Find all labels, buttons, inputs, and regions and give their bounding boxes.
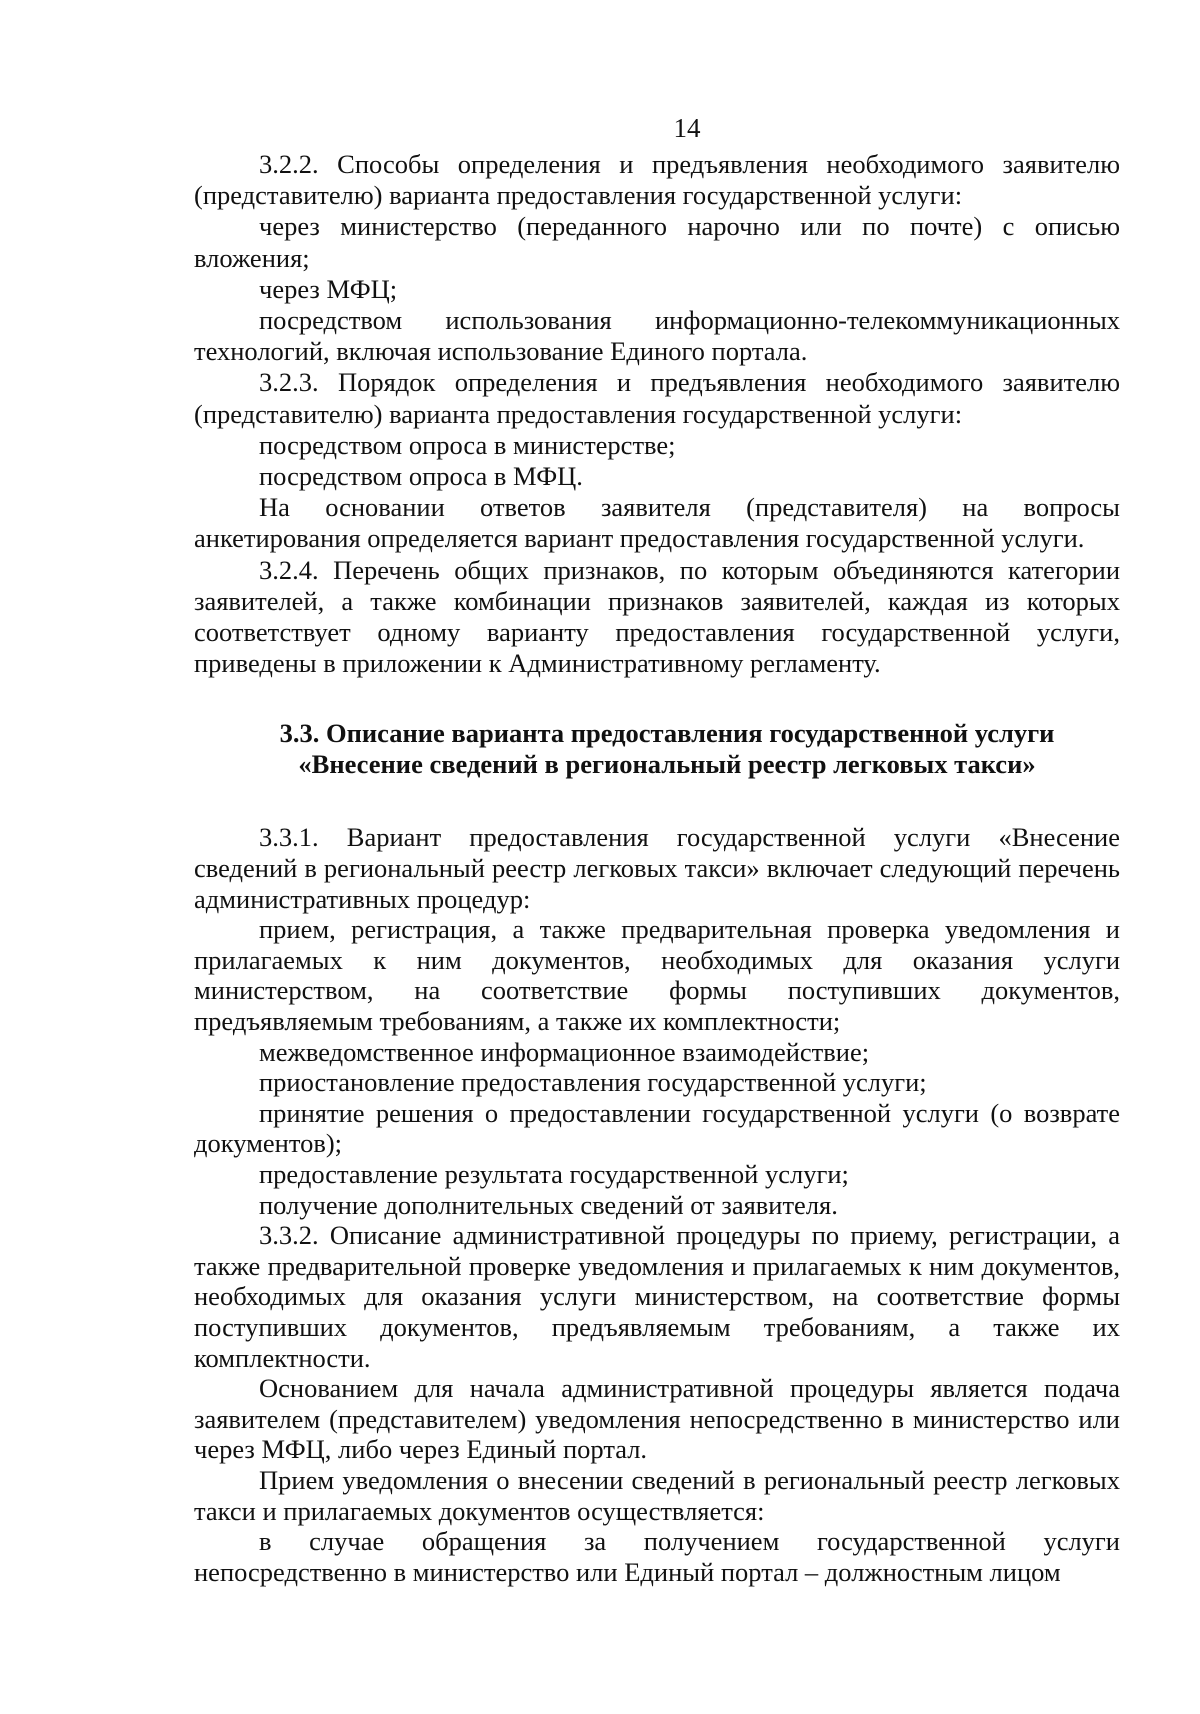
document-body <box>194 149 1120 1587</box>
paragraph: 3.2.3. Порядок определения и предъявления необходимого заявителю (представителю) варианта предоставления государственной услуги: <box>194 367 1120 429</box>
paragraph: предоставление результата государственной услуги; <box>259 1158 849 1189</box>
paragraph: прием, регистрация, а также предварительная проверка уведомления и прилагаемых к ним документов, необходимых для оказания услуги министерством, на соответствие формы поступивших документов, предъявляемым требованиям, а также их комплектности; <box>194 914 1120 1037</box>
paragraph: через министерство (переданного нарочно или по почте) с описью вложения; <box>194 211 1120 273</box>
section-3-2-text <box>194 149 1120 679</box>
paragraph: принятие решения о предоставлении государственной услуги (о возврате документов); <box>194 1097 1120 1159</box>
paragraph: приостановление предоставления государственной услуги; <box>259 1067 927 1098</box>
paragraph: через МФЦ; <box>259 273 398 304</box>
paragraph: в случае обращения за получением государственной услуги непосредственно в министерство или Единый портал – должностным лицом <box>194 1526 1120 1587</box>
section-heading-line-2: «Внесение сведений в региональный реестр легковых такси» <box>298 749 1036 780</box>
paragraph: 3.2.2. Способы определения и предъявления необходимого заявителю (представителю) варианта предоставления государственной услуги: <box>194 149 1120 211</box>
paragraph: межведомственное информационное взаимодействие; <box>259 1036 870 1067</box>
page-number: 14 <box>673 113 701 143</box>
section-heading-line-1: 3.3. Описание варианта предоставления государственной услуги <box>279 718 1055 749</box>
paragraph: Основанием для начала административной процедуры является подача заявителем (представителем) уведомления непосредственно в министерство или через МФЦ, либо через Единый портал. <box>194 1373 1120 1465</box>
paragraph: Прием уведомления о внесении сведений в региональный реестр легковых такси и прилагаемых документов осуществляется: <box>194 1464 1120 1526</box>
paragraph: получение дополнительных сведений от заявителя. <box>259 1189 838 1220</box>
paragraph: посредством опроса в министерстве; <box>259 429 676 460</box>
section-3-3-text <box>194 822 1120 1587</box>
section-heading <box>194 718 1120 780</box>
paragraph: посредством опроса в МФЦ. <box>259 461 583 492</box>
paragraph: посредством использования информационно-телекоммуникационных технологий, включая использование Единого портала. <box>194 305 1120 367</box>
paragraph: На основании ответов заявителя (представителя) на вопросы анкетирования определяется вариант предоставления государственной услуги. <box>194 492 1120 554</box>
paragraph: 3.3.2. Описание административной процедуры по приему, регистрации, а также предварительной проверке уведомления и прилагаемых к ним документов, необходимых для оказания услуги министерством, на соответствие формы поступивших документов, предъявляемым требованиям, а также их комплектности. <box>194 1220 1120 1373</box>
paragraph: 3.3.1. Вариант предоставления государственной услуги «Внесение сведений в региональный реестр легковых такси» включает следующий перечень административных процедур: <box>194 822 1120 914</box>
paragraph: 3.2.4. Перечень общих признаков, по которым объединяются категории заявителей, а также комбинации признаков заявителей, каждая из которых соответствует одному варианту предоставления государственной услуги, приведены в приложении к Административному регламенту. <box>194 554 1120 679</box>
